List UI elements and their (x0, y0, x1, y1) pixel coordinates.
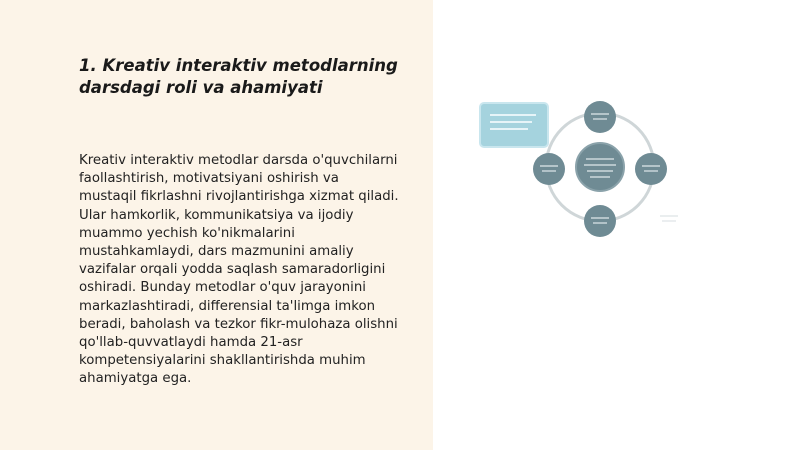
slide-title: 1. Kreativ interaktiv metodlarning darsdagi roli va ahamiyati (79, 56, 398, 97)
cycle-node-top (584, 101, 616, 133)
cycle-node-right (635, 153, 667, 185)
cycle-node-left (533, 153, 565, 185)
slide-body-text: Kreativ interaktiv metodlar darsda o'quvchilarni faollashtirish, motivatsiyani oshirish va mustaqil fikrlashni rivojlantirishga xizmat qiladi. Ular hamkorlik, kommunikatsiya va ijodiy muammo yechish ko'nikmalarini mustahkamlaydi, dars mazmunini amaliy vazifalar orqali yodda saqlash samaradorligini oshiradi. Bunday metodlar o'quv jarayonini markazlashtiradi, differensial ta'limga imkon beradi, baholash va tezkor fikr-mulohaza olishni qo'llab-quvvatlaydi hamda 21-asr kompetensiyalarini shakllantirishda muhim ahamiyatga ega. (79, 153, 399, 387)
callout-box (480, 103, 548, 147)
cycle-node-bottom (584, 205, 616, 237)
cycle-diagram-image (470, 95, 680, 245)
cycle-node-center (576, 143, 624, 191)
